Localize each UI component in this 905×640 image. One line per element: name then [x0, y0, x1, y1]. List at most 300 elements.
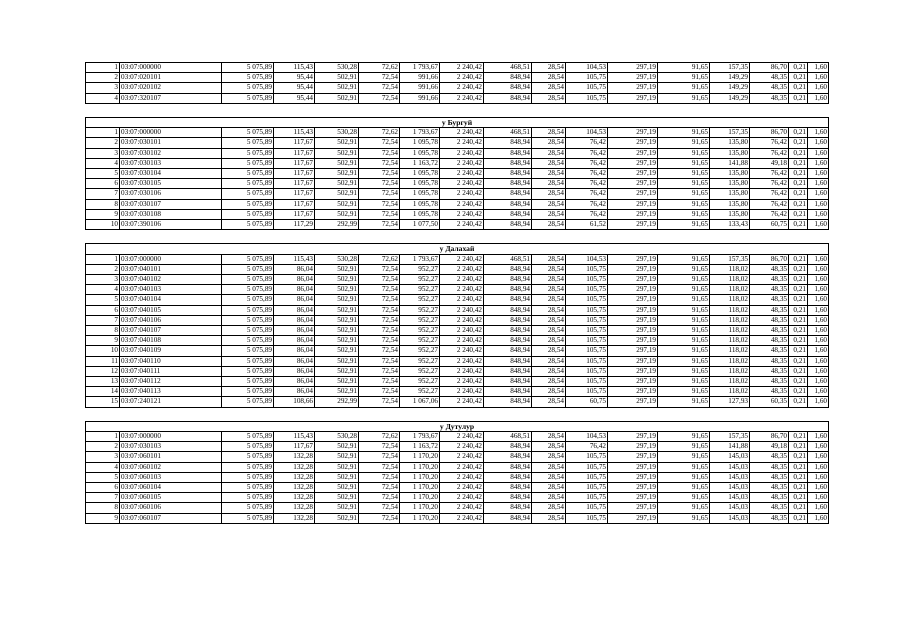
- value-cell: 72,54: [359, 199, 400, 209]
- value-cell: 91,65: [658, 285, 710, 295]
- value-cell: 297,19: [608, 285, 658, 295]
- value-cell: 28,54: [532, 377, 566, 387]
- value-cell: 48,35: [750, 387, 789, 397]
- value-cell: 530,28: [315, 254, 359, 264]
- table-row: [86, 138, 829, 148]
- row-number-cell: 2: [86, 442, 120, 452]
- value-cell: 117,67: [274, 138, 315, 148]
- value-cell: 5 075,89: [222, 483, 274, 493]
- value-cell: 135,80: [710, 209, 750, 219]
- value-cell: 48,35: [750, 483, 789, 493]
- value-cell: 1,60: [808, 275, 829, 285]
- value-cell: 5 075,89: [222, 462, 274, 472]
- value-cell: 2 240,42: [440, 387, 484, 397]
- value-cell: 0,21: [789, 199, 808, 209]
- value-cell: 5 075,89: [222, 452, 274, 462]
- value-cell: 2 240,42: [440, 356, 484, 366]
- value-cell: 105,75: [566, 472, 608, 482]
- value-cell: 952,27: [400, 275, 440, 285]
- value-cell: 76,42: [566, 179, 608, 189]
- value-cell: 991,66: [400, 93, 440, 103]
- value-cell: 105,75: [566, 295, 608, 305]
- value-cell: 297,19: [608, 295, 658, 305]
- value-cell: 48,35: [750, 366, 789, 376]
- row-number-cell: 4: [86, 93, 120, 103]
- value-cell: 76,42: [750, 209, 789, 219]
- table-row: [86, 462, 829, 472]
- value-cell: 297,19: [608, 387, 658, 397]
- value-cell: 28,54: [532, 305, 566, 315]
- code-cell: 03:07:040113: [120, 387, 222, 397]
- value-cell: 848,94: [484, 199, 532, 209]
- value-cell: 502,91: [315, 346, 359, 356]
- value-cell: 157,35: [710, 432, 750, 442]
- value-cell: 91,65: [658, 305, 710, 315]
- row-number-cell: 1: [86, 63, 120, 73]
- value-cell: 502,91: [315, 513, 359, 523]
- value-cell: 72,54: [359, 493, 400, 503]
- value-cell: 530,28: [315, 128, 359, 138]
- table-row: [86, 377, 829, 387]
- value-cell: 105,75: [566, 285, 608, 295]
- value-cell: 132,28: [274, 462, 315, 472]
- value-cell: 157,35: [710, 63, 750, 73]
- code-cell: 03:07:020102: [120, 83, 222, 93]
- value-cell: 502,91: [315, 285, 359, 295]
- row-number-cell: 2: [86, 73, 120, 83]
- code-cell: 03:07:060105: [120, 493, 222, 503]
- value-cell: 91,65: [658, 315, 710, 325]
- row-number-cell: 1: [86, 254, 120, 264]
- value-cell: 72,54: [359, 73, 400, 83]
- value-cell: 0,21: [789, 295, 808, 305]
- value-cell: 848,94: [484, 83, 532, 93]
- value-cell: 132,28: [274, 483, 315, 493]
- value-cell: 72,54: [359, 83, 400, 93]
- row-number-cell: 8: [86, 503, 120, 513]
- value-cell: 468,51: [484, 432, 532, 442]
- value-cell: 105,75: [566, 366, 608, 376]
- value-cell: 28,54: [532, 189, 566, 199]
- value-cell: 297,19: [608, 275, 658, 285]
- value-cell: 0,21: [789, 305, 808, 315]
- value-cell: 28,54: [532, 326, 566, 336]
- value-cell: 292,99: [315, 220, 359, 230]
- value-cell: 86,04: [274, 326, 315, 336]
- value-cell: 297,19: [608, 169, 658, 179]
- value-cell: 145,03: [710, 462, 750, 472]
- value-cell: 297,19: [608, 442, 658, 452]
- value-cell: 117,67: [274, 199, 315, 209]
- value-cell: 297,19: [608, 209, 658, 219]
- value-cell: 48,35: [750, 93, 789, 103]
- value-cell: 297,19: [608, 128, 658, 138]
- value-cell: 297,19: [608, 397, 658, 407]
- value-cell: 118,02: [710, 346, 750, 356]
- value-cell: 5 075,89: [222, 179, 274, 189]
- value-cell: 86,70: [750, 128, 789, 138]
- value-cell: 2 240,42: [440, 63, 484, 73]
- value-cell: 86,70: [750, 254, 789, 264]
- value-cell: 952,27: [400, 387, 440, 397]
- value-cell: 2 240,42: [440, 397, 484, 407]
- value-cell: 117,67: [274, 189, 315, 199]
- value-cell: 530,28: [315, 432, 359, 442]
- value-cell: 118,02: [710, 285, 750, 295]
- value-cell: 5 075,89: [222, 138, 274, 148]
- value-cell: 91,65: [658, 179, 710, 189]
- value-cell: 468,51: [484, 63, 532, 73]
- value-cell: 91,65: [658, 346, 710, 356]
- value-cell: 76,42: [750, 169, 789, 179]
- value-cell: 502,91: [315, 275, 359, 285]
- code-cell: 03:07:040103: [120, 285, 222, 295]
- value-cell: 60,35: [750, 397, 789, 407]
- value-cell: 105,75: [566, 452, 608, 462]
- value-cell: 1,60: [808, 346, 829, 356]
- value-cell: 502,91: [315, 83, 359, 93]
- value-cell: 2 240,42: [440, 452, 484, 462]
- value-cell: 502,91: [315, 148, 359, 158]
- value-cell: 91,65: [658, 462, 710, 472]
- value-cell: 91,65: [658, 326, 710, 336]
- value-cell: 0,21: [789, 138, 808, 148]
- value-cell: 72,54: [359, 315, 400, 325]
- row-number-cell: 2: [86, 138, 120, 148]
- value-cell: 0,21: [789, 503, 808, 513]
- value-cell: 502,91: [315, 366, 359, 376]
- value-cell: 49,18: [750, 442, 789, 452]
- value-cell: 5 075,89: [222, 209, 274, 219]
- section-header-row: [86, 421, 829, 431]
- value-cell: 848,94: [484, 285, 532, 295]
- value-cell: 117,67: [274, 158, 315, 168]
- table-row: [86, 189, 829, 199]
- value-cell: 72,54: [359, 138, 400, 148]
- value-cell: 76,42: [566, 138, 608, 148]
- value-cell: 104,53: [566, 432, 608, 442]
- value-cell: 118,02: [710, 295, 750, 305]
- value-cell: 149,29: [710, 73, 750, 83]
- value-cell: 91,65: [658, 452, 710, 462]
- value-cell: 91,65: [658, 275, 710, 285]
- code-cell: 03:07:320107: [120, 93, 222, 103]
- value-cell: 1,60: [808, 432, 829, 442]
- value-cell: 28,54: [532, 483, 566, 493]
- row-number-cell: 3: [86, 83, 120, 93]
- value-cell: 28,54: [532, 397, 566, 407]
- value-cell: 91,65: [658, 472, 710, 482]
- value-cell: 118,02: [710, 305, 750, 315]
- value-cell: 5 075,89: [222, 199, 274, 209]
- value-cell: 0,21: [789, 462, 808, 472]
- value-cell: 297,19: [608, 377, 658, 387]
- value-cell: 28,54: [532, 254, 566, 264]
- value-cell: 297,19: [608, 158, 658, 168]
- value-cell: 2 240,42: [440, 93, 484, 103]
- value-cell: 72,54: [359, 264, 400, 274]
- table-row: [86, 336, 829, 346]
- value-cell: 0,21: [789, 189, 808, 199]
- value-cell: 49,18: [750, 158, 789, 168]
- value-cell: 117,29: [274, 220, 315, 230]
- value-cell: 28,54: [532, 264, 566, 274]
- value-cell: 848,94: [484, 275, 532, 285]
- value-cell: 1,60: [808, 387, 829, 397]
- value-cell: 72,54: [359, 275, 400, 285]
- value-cell: 848,94: [484, 493, 532, 503]
- value-cell: 5 075,89: [222, 472, 274, 482]
- value-cell: 72,54: [359, 285, 400, 295]
- value-cell: 5 075,89: [222, 169, 274, 179]
- value-cell: 91,65: [658, 264, 710, 274]
- value-cell: 105,75: [566, 462, 608, 472]
- table-row: [86, 199, 829, 209]
- value-cell: 76,42: [566, 148, 608, 158]
- value-cell: 28,54: [532, 169, 566, 179]
- value-cell: 135,80: [710, 189, 750, 199]
- tariff-sheet: [85, 62, 828, 524]
- value-cell: 1,60: [808, 305, 829, 315]
- value-cell: 5 075,89: [222, 73, 274, 83]
- value-cell: 28,54: [532, 356, 566, 366]
- value-cell: 115,43: [274, 128, 315, 138]
- value-cell: 91,65: [658, 377, 710, 387]
- value-cell: 1,60: [808, 63, 829, 73]
- value-cell: 297,19: [608, 432, 658, 442]
- value-cell: 297,19: [608, 179, 658, 189]
- value-cell: 28,54: [532, 199, 566, 209]
- code-cell: 03:07:030102: [120, 148, 222, 158]
- value-cell: 848,94: [484, 472, 532, 482]
- value-cell: 86,04: [274, 285, 315, 295]
- table-body: [86, 63, 829, 524]
- value-cell: 1 163,72: [400, 442, 440, 452]
- value-cell: 115,43: [274, 63, 315, 73]
- value-cell: 28,54: [532, 462, 566, 472]
- value-cell: 848,94: [484, 295, 532, 305]
- value-cell: 0,21: [789, 377, 808, 387]
- value-cell: 1,60: [808, 73, 829, 83]
- value-cell: 502,91: [315, 169, 359, 179]
- value-cell: 0,21: [789, 264, 808, 274]
- value-cell: 5 075,89: [222, 305, 274, 315]
- value-cell: 157,35: [710, 254, 750, 264]
- value-cell: 0,21: [789, 73, 808, 83]
- value-cell: 5 075,89: [222, 397, 274, 407]
- value-cell: 95,44: [274, 93, 315, 103]
- value-cell: 952,27: [400, 356, 440, 366]
- value-cell: 0,21: [789, 148, 808, 158]
- value-cell: 1,60: [808, 138, 829, 148]
- value-cell: 5 075,89: [222, 377, 274, 387]
- value-cell: 86,04: [274, 377, 315, 387]
- value-cell: 1,60: [808, 209, 829, 219]
- table-row: [86, 346, 829, 356]
- value-cell: 1,60: [808, 462, 829, 472]
- row-number-cell: 8: [86, 199, 120, 209]
- value-cell: 0,21: [789, 209, 808, 219]
- value-cell: 2 240,42: [440, 264, 484, 274]
- value-cell: 297,19: [608, 326, 658, 336]
- value-cell: 48,35: [750, 346, 789, 356]
- value-cell: 502,91: [315, 483, 359, 493]
- value-cell: 28,54: [532, 93, 566, 103]
- value-cell: 72,62: [359, 63, 400, 73]
- code-cell: 03:07:040112: [120, 377, 222, 387]
- value-cell: 105,75: [566, 346, 608, 356]
- value-cell: 76,42: [566, 158, 608, 168]
- value-cell: 149,29: [710, 83, 750, 93]
- code-cell: 03:07:060107: [120, 513, 222, 523]
- code-cell: 03:07:040102: [120, 275, 222, 285]
- value-cell: 297,19: [608, 83, 658, 93]
- value-cell: 5 075,89: [222, 315, 274, 325]
- value-cell: 2 240,42: [440, 209, 484, 219]
- value-cell: 1 067,06: [400, 397, 440, 407]
- value-cell: 105,75: [566, 83, 608, 93]
- value-cell: 1,60: [808, 295, 829, 305]
- value-cell: 48,35: [750, 493, 789, 503]
- value-cell: 149,29: [710, 93, 750, 103]
- table-row: [86, 73, 829, 83]
- value-cell: 502,91: [315, 305, 359, 315]
- value-cell: 848,94: [484, 346, 532, 356]
- section-title: у Бургуй: [86, 117, 829, 127]
- value-cell: 91,65: [658, 336, 710, 346]
- value-cell: 5 075,89: [222, 83, 274, 93]
- spacer-cell: [86, 103, 829, 117]
- value-cell: 95,44: [274, 73, 315, 83]
- value-cell: 5 075,89: [222, 295, 274, 305]
- value-cell: 848,94: [484, 179, 532, 189]
- value-cell: 105,75: [566, 483, 608, 493]
- table-row: [86, 63, 829, 73]
- table-row: [86, 148, 829, 158]
- value-cell: 28,54: [532, 179, 566, 189]
- value-cell: 0,21: [789, 169, 808, 179]
- value-cell: 132,28: [274, 493, 315, 503]
- value-cell: 76,42: [750, 138, 789, 148]
- value-cell: 1,60: [808, 285, 829, 295]
- value-cell: 1,60: [808, 366, 829, 376]
- value-cell: 297,19: [608, 513, 658, 523]
- table-row: [86, 220, 829, 230]
- value-cell: 502,91: [315, 326, 359, 336]
- value-cell: 72,54: [359, 220, 400, 230]
- table-row: [86, 432, 829, 442]
- value-cell: 145,03: [710, 503, 750, 513]
- value-cell: 502,91: [315, 452, 359, 462]
- value-cell: 5 075,89: [222, 254, 274, 264]
- value-cell: 2 240,42: [440, 158, 484, 168]
- value-cell: 132,28: [274, 503, 315, 513]
- value-cell: 118,02: [710, 366, 750, 376]
- code-cell: 03:07:040107: [120, 326, 222, 336]
- value-cell: 2 240,42: [440, 169, 484, 179]
- value-cell: 48,35: [750, 285, 789, 295]
- value-cell: 5 075,89: [222, 63, 274, 73]
- value-cell: 117,67: [274, 442, 315, 452]
- value-cell: 2 240,42: [440, 366, 484, 376]
- table-row: [86, 366, 829, 376]
- value-cell: 72,54: [359, 169, 400, 179]
- code-cell: 03:07:060104: [120, 483, 222, 493]
- value-cell: 952,27: [400, 377, 440, 387]
- value-cell: 145,03: [710, 493, 750, 503]
- value-cell: 72,62: [359, 128, 400, 138]
- value-cell: 1 163,72: [400, 158, 440, 168]
- value-cell: 91,65: [658, 73, 710, 83]
- code-cell: 03:07:000000: [120, 432, 222, 442]
- value-cell: 105,75: [566, 493, 608, 503]
- value-cell: 1 170,20: [400, 503, 440, 513]
- value-cell: 848,94: [484, 209, 532, 219]
- table-row: [86, 472, 829, 482]
- value-cell: 48,35: [750, 305, 789, 315]
- value-cell: 118,02: [710, 275, 750, 285]
- value-cell: 5 075,89: [222, 264, 274, 274]
- spacer-cell: [86, 230, 829, 244]
- value-cell: 0,21: [789, 254, 808, 264]
- value-cell: 118,02: [710, 356, 750, 366]
- value-cell: 0,21: [789, 83, 808, 93]
- value-cell: 60,75: [566, 397, 608, 407]
- value-cell: 848,94: [484, 169, 532, 179]
- value-cell: 108,66: [274, 397, 315, 407]
- value-cell: 297,19: [608, 220, 658, 230]
- value-cell: 72,54: [359, 442, 400, 452]
- value-cell: 48,35: [750, 503, 789, 513]
- value-cell: 86,04: [274, 356, 315, 366]
- value-cell: 530,28: [315, 63, 359, 73]
- row-number-cell: 5: [86, 169, 120, 179]
- value-cell: 105,75: [566, 377, 608, 387]
- value-cell: 297,19: [608, 264, 658, 274]
- value-cell: 28,54: [532, 513, 566, 523]
- value-cell: 132,28: [274, 513, 315, 523]
- value-cell: 502,91: [315, 189, 359, 199]
- value-cell: 28,54: [532, 148, 566, 158]
- value-cell: 132,28: [274, 472, 315, 482]
- value-cell: 135,80: [710, 179, 750, 189]
- value-cell: 1,60: [808, 189, 829, 199]
- value-cell: 118,02: [710, 336, 750, 346]
- value-cell: 72,54: [359, 179, 400, 189]
- code-cell: 03:07:000000: [120, 128, 222, 138]
- value-cell: 1 095,78: [400, 189, 440, 199]
- row-number-cell: 6: [86, 179, 120, 189]
- value-cell: 72,54: [359, 295, 400, 305]
- table-row: [86, 275, 829, 285]
- value-cell: 28,54: [532, 220, 566, 230]
- value-cell: 1,60: [808, 315, 829, 325]
- code-cell: 03:07:030105: [120, 179, 222, 189]
- value-cell: 297,19: [608, 503, 658, 513]
- value-cell: 297,19: [608, 315, 658, 325]
- row-number-cell: 4: [86, 285, 120, 295]
- value-cell: 1,60: [808, 326, 829, 336]
- tariff-table: [85, 62, 829, 524]
- value-cell: 2 240,42: [440, 199, 484, 209]
- value-cell: 502,91: [315, 73, 359, 83]
- table-row: [86, 254, 829, 264]
- value-cell: 48,35: [750, 275, 789, 285]
- table-row: [86, 169, 829, 179]
- value-cell: 848,94: [484, 73, 532, 83]
- code-cell: 03:07:060101: [120, 452, 222, 462]
- value-cell: 76,42: [566, 442, 608, 452]
